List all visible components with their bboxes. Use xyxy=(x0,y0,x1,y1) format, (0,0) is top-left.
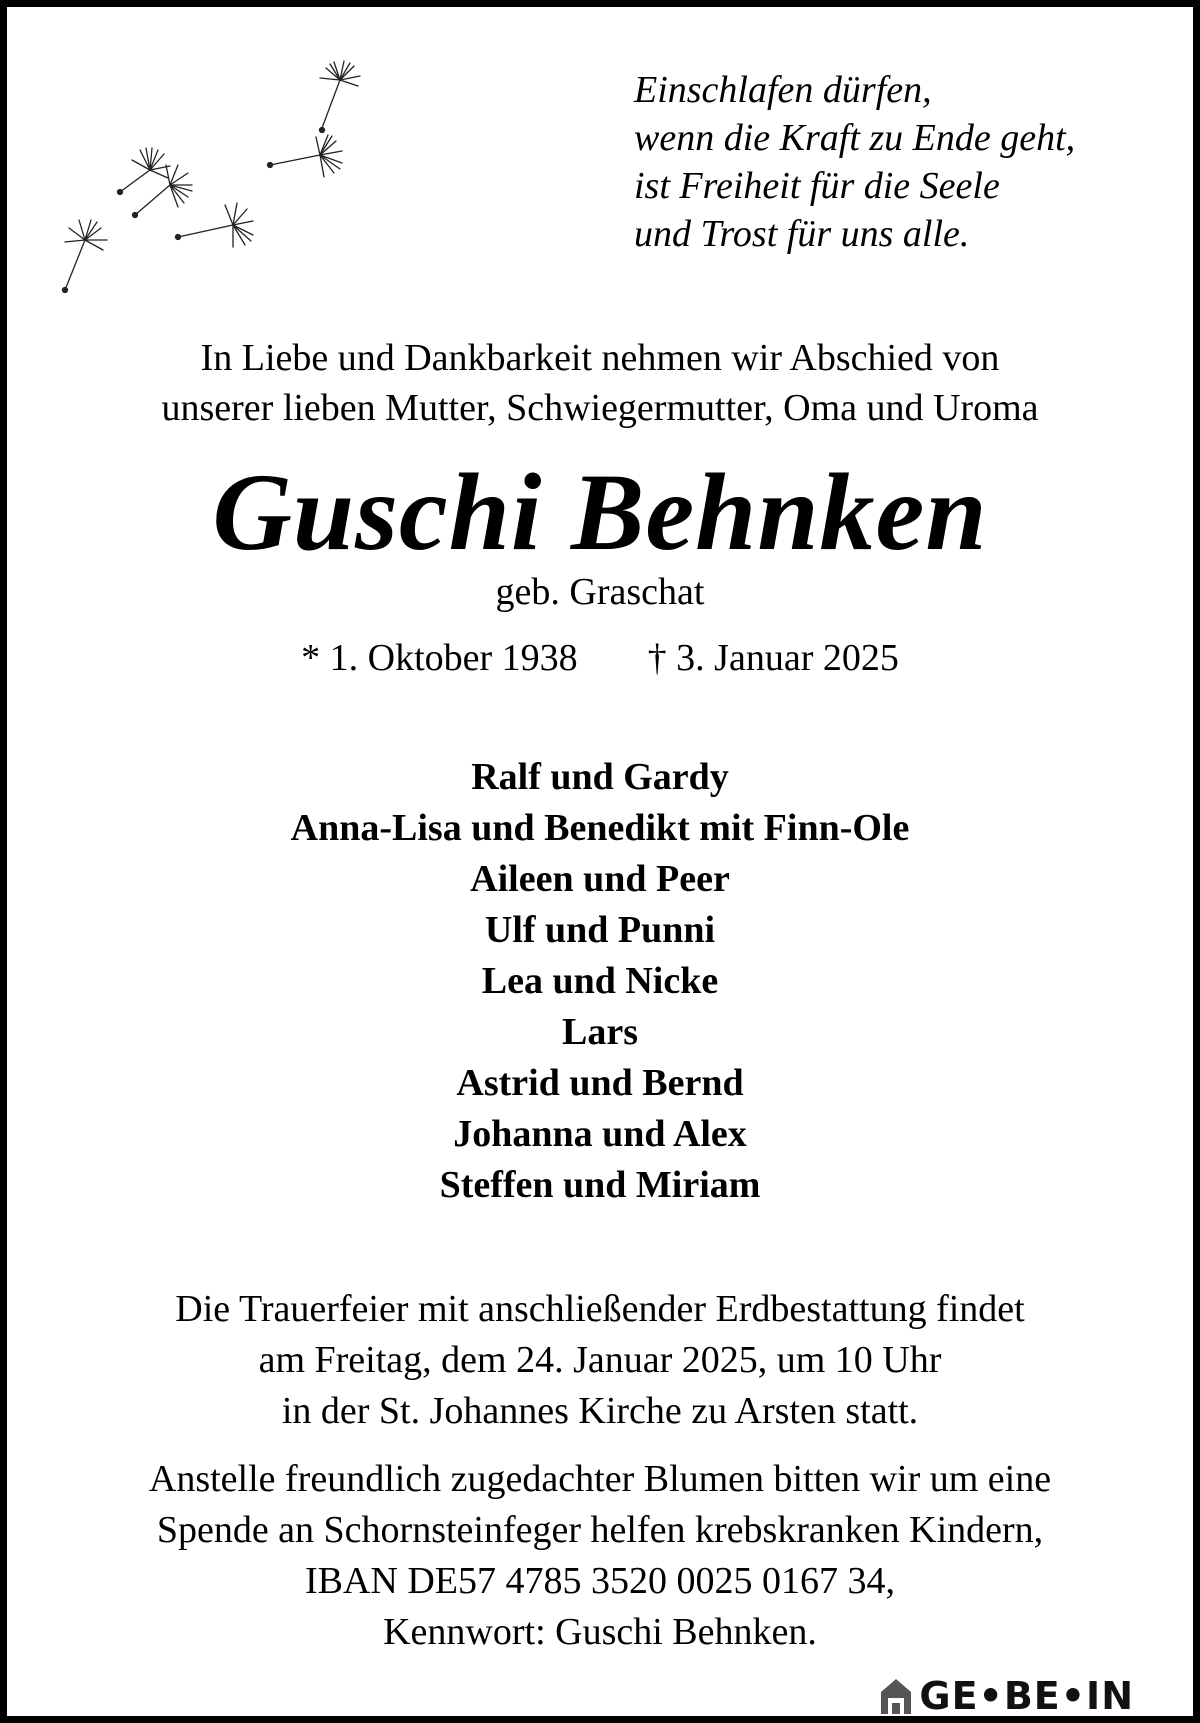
list-item: Ulf und Punni xyxy=(484,909,716,951)
poem xyxy=(634,66,1154,258)
service-info xyxy=(7,1284,1193,1437)
poem-line: Einschlafen dürfen, xyxy=(634,69,932,111)
donation-info xyxy=(7,1454,1193,1658)
deceased-name: Guschi Behnken xyxy=(212,451,988,573)
death-date: † 3. Januar 2025 xyxy=(647,637,899,679)
logo-text: GE•BE•IN xyxy=(919,1674,1134,1718)
list-item: Ralf und Gardy xyxy=(471,756,729,798)
list-item: Lars xyxy=(562,1011,638,1053)
poem-line: ist Freiheit für die Seele xyxy=(634,165,1000,207)
donation-line: Anstelle freundlich zugedachter Blumen bitten wir um eine xyxy=(148,1458,1052,1500)
service-line: Die Trauerfeier mit anschließender Erdbestattung findet xyxy=(175,1288,1025,1330)
intro-text xyxy=(7,333,1193,433)
service-line: am Freitag, dem 24. Januar 2025, um 10 Uhr xyxy=(258,1339,942,1381)
life-dates xyxy=(7,633,1193,683)
poem-line: wenn die Kraft zu Ende geht, xyxy=(634,117,1076,159)
list-item: Aileen und Peer xyxy=(470,858,730,900)
list-item: Steffen und Miriam xyxy=(439,1164,761,1206)
list-item: Astrid und Bernd xyxy=(456,1062,744,1104)
birth-date: * 1. Oktober 1938 xyxy=(301,637,578,679)
donation-line: Kennwort: Guschi Behnken. xyxy=(383,1611,817,1653)
maiden-name: geb. Graschat xyxy=(495,571,705,613)
list-item: Anna-Lisa und Benedikt mit Finn-Ole xyxy=(290,807,910,849)
service-line: in der St. Johannes Kirche zu Arsten statt. xyxy=(281,1390,919,1432)
publisher-logo xyxy=(879,1673,1134,1719)
dandelion-seeds-icon xyxy=(55,55,395,335)
list-item: Johanna und Alex xyxy=(453,1113,747,1155)
house-logo-icon xyxy=(879,1676,913,1716)
donation-line: IBAN DE57 4785 3520 0025 0167 34, xyxy=(304,1560,896,1602)
list-item: Lea und Nicke xyxy=(481,960,719,1002)
mourners-list xyxy=(7,752,1193,1211)
poem-line: und Trost für uns alle. xyxy=(634,213,970,255)
intro-line: In Liebe und Dankbarkeit nehmen wir Abschied von xyxy=(200,337,1000,379)
intro-line: unserer lieben Mutter, Schwiegermutter, Oma und Uroma xyxy=(161,387,1039,429)
donation-line: Spende an Schornsteinfeger helfen krebskranken Kindern, xyxy=(156,1509,1044,1551)
